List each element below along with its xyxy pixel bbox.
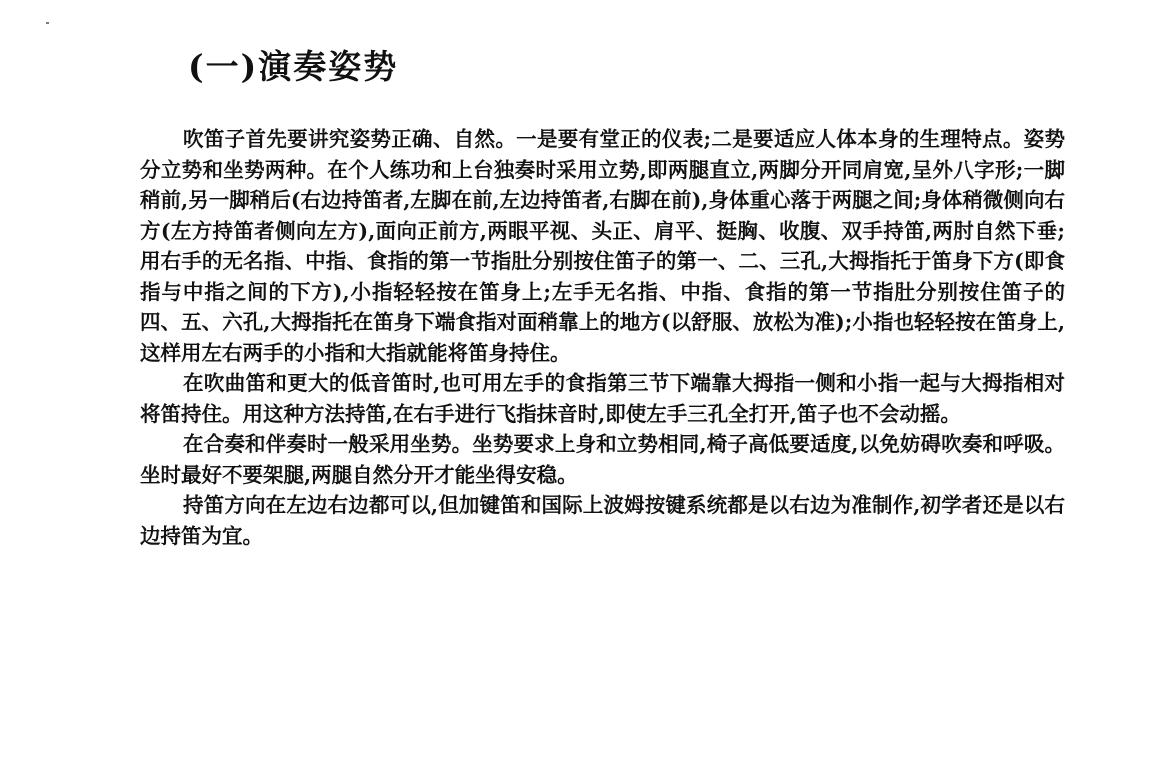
paragraph-posture-overview: 吹笛子首先要讲究姿势正确、自然。一是要有堂正的仪表;二是要适应人体本身的生理特点。姿势分立势和坐势两种。在个人练功和上台独奏时采用立势,即两腿直立,两脚分开同肩宽,呈外八字形;一脚稍前,另一脚稍后(右边持笛者,左脚在前,左边持笛者,右脚在前),身体重心落于两腿之间;身体稍微侧向右方(左方持笛者侧向左方),面向正前方,两眼平视、头正、肩平、挺胸、收腹、双手持笛,两肘自然下垂;用右手的无名指、中指、食指的第一节指肚分别按住笛子的第一、二、三孔,大拇指托于笛身下方(即食指与中指之间的下方),小指轻轻按在笛身上;左手无名指、中指、食指的第一节指肚分别按住笛子的四、五、六孔,大拇指托在笛身下端食指对面稍靠上的地方(以舒服、放松为准);小指也轻轻按在笛身上,这样用左右两手的小指和大指就能将笛身持住。 (140, 127, 1065, 365)
body-text (140, 124, 1065, 551)
paragraph-sitting-posture: 在合奏和伴奏时一般采用坐势。坐势要求上身和立势相同,椅子高低要适度,以免妨碍吹奏和呼吸。坐时最好不要架腿,两腿自然分开才能坐得安稳。 (140, 432, 1065, 487)
paragraph-bass-flute-grip: 在吹曲笛和更大的低音笛时,也可用左手的食指第三节下端靠大拇指一侧和小指一起与大拇指相对将笛持住。用这种方法持笛,在右手进行飞指抹音时,即使左手三孔全打开,笛子也不会动摇。 (140, 371, 1065, 426)
paragraph-holding-direction: 持笛方向在左边右边都可以,但加键笛和国际上波姆按键系统都是以右边为准制作,初学者还是以右边持笛为宜。 (140, 493, 1065, 548)
section-heading: (一)演奏姿势 (188, 47, 399, 86)
scan-speck (46, 22, 49, 24)
